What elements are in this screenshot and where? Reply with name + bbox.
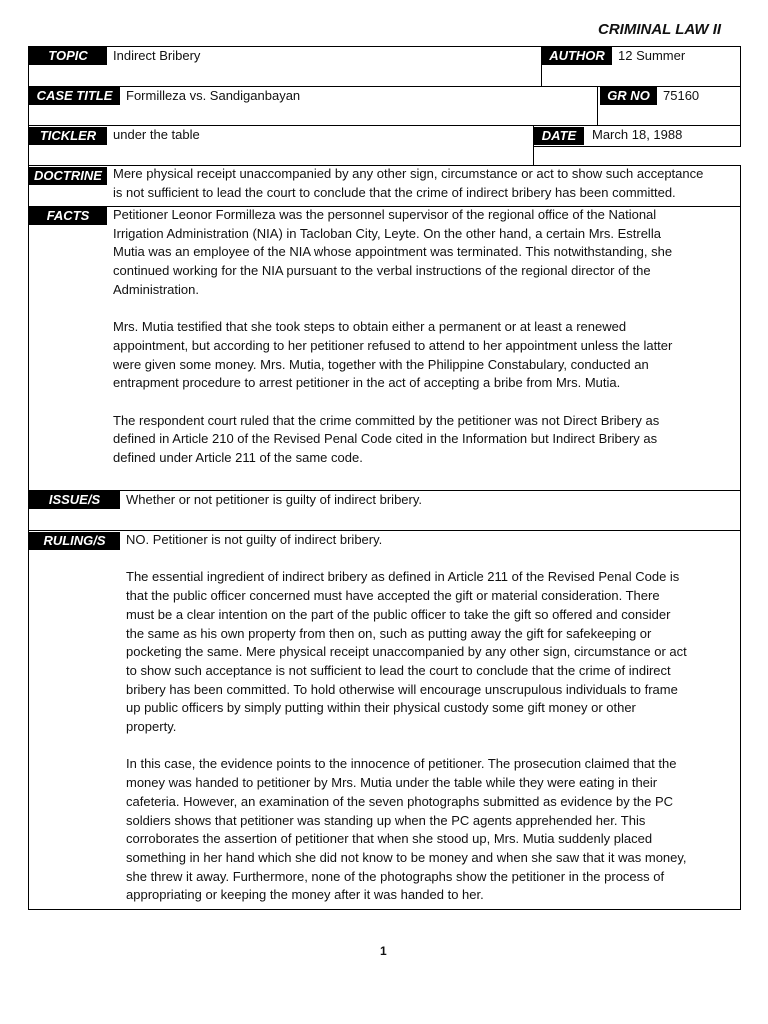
course-header: CRIMINAL LAW II <box>598 21 722 38</box>
facts-line: Petitioner Leonor Formilleza was the personnel supervisor of the regional office of the National <box>113 207 657 222</box>
doctrine-label: DOCTRINE <box>29 167 107 185</box>
doctrine-line: Mere physical receipt unaccompanied by any other sign, circumstance or act to show such acceptance <box>113 166 704 181</box>
ruling-line: property. <box>126 719 177 735</box>
facts-line: appointment, but according to her petitioner refused to attend to her appointment unless the latter <box>113 337 673 353</box>
page-number: 1 <box>380 944 387 958</box>
facts-label: FACTS <box>29 207 107 225</box>
topic-label: TOPIC <box>29 47 107 65</box>
author-value: 12 Summer <box>618 48 686 63</box>
case-title-value: Formilleza vs. Sandiganbayan <box>126 88 301 103</box>
facts-line: continued working for the NIA pursuant to the verbal instructions of the regional director of the <box>113 263 651 279</box>
facts-line: Mutia was an employee of the NIA whose appointment was terminated. This notwithstanding, she <box>113 244 673 260</box>
ruling-line: pocketing the same. Mere physical receipt unaccompanied by any other sign, circumstance or act <box>126 644 687 660</box>
ruling-text <box>126 531 687 905</box>
author-label: AUTHOR <box>542 47 612 65</box>
facts-line: entrapment procedure to arrest petitioner in the act of accepting a bribe from Mrs. Mutia. <box>113 375 621 391</box>
gr-no-value: 75160 <box>663 88 700 103</box>
ruling-line: must be a clear intention on the part of the public officer to take the gift so offered and consider <box>126 606 671 622</box>
ruling-line: money was handed to petitioner by Mrs. Mutia under the table while they were eating in their <box>126 775 658 791</box>
date-label: DATE <box>534 127 584 145</box>
ruling-line: bribery has been committed. To hold otherwise will encourage unscrupulous individuals to frame <box>126 681 678 697</box>
facts-text <box>113 206 672 468</box>
facts-line: Administration. <box>113 281 199 297</box>
facts-line: Irrigation Administration (NIA) in Tacloban City, Leyte. On the other hand, a certain Mrs. Estrella <box>113 225 661 241</box>
ruling-line: The essential ingredient of indirect bribery as defined in Article 211 of the Revised Penal Code is <box>126 569 680 585</box>
facts-line: The respondent court ruled that the crime committed by the petitioner was not Direct Bribery as <box>113 412 660 428</box>
date-value: March 18, 1988 <box>592 127 683 142</box>
ruling-line: appropriating or keeping the money after it was handed to her. <box>126 887 484 903</box>
ruling-line: that the public officer concerned must have accepted the gift or material consideration. There <box>126 588 660 604</box>
ruling-line: to show such acceptance is not sufficient to lead the court to conclude that the crime of indirect <box>126 662 671 678</box>
ruling-line: corroborates the assertion of petitioner that when she stood up, Mrs. Mutia suddenly placed <box>126 831 653 847</box>
ruling-answer: NO. Petitioner is not guilty of indirect bribery. <box>126 532 383 547</box>
doctrine-text <box>113 165 703 202</box>
facts-line: were given some money. Mrs. Mutia, together with the Philippine Constabulary, conducted an <box>113 356 649 372</box>
gr-no-label: GR NO <box>600 87 657 105</box>
issue-label: ISSUE/S <box>29 491 120 509</box>
ruling-label: RULING/S <box>29 532 120 550</box>
facts-line: defined in Article 210 of the Revised Penal Code cited in the Information but Indirect Bribery as <box>113 431 658 447</box>
case-title-label: CASE TITLE <box>29 87 120 105</box>
ruling-line: soldiers shows that petitioner was standing up when the PC agents apprehended her. This <box>126 812 646 828</box>
ruling-line: the same as his own property from then on, such as putting away the gift for safekeeping or <box>126 625 652 641</box>
tickler-label: TICKLER <box>29 127 107 145</box>
ruling-line: In this case, the evidence points to the innocence of petitioner. The prosecution claimed that the <box>126 756 677 772</box>
doctrine-line: is not sufficient to lead the court to conclude that the crime of indirect bribery has been committed. <box>113 184 676 200</box>
ruling-line: she threw it away. Furthermore, none of the photographs show the petitioner in the process of <box>126 868 665 884</box>
ruling-line: something in her hand which she did not know to be money and when she saw that it was money, <box>126 849 687 865</box>
facts-line: defined under Article 211 of the same code. <box>113 450 363 466</box>
ruling-line: up public officers by simply putting within their physical custody some gift money or other <box>126 700 636 716</box>
topic-value: Indirect Bribery <box>113 48 201 63</box>
issue-text: Whether or not petitioner is guilty of indirect bribery. <box>126 492 423 507</box>
tickler-value: under the table <box>113 127 200 142</box>
facts-line: Mrs. Mutia testified that she took steps to obtain either a permanent or at least a renewed <box>113 319 627 335</box>
ruling-line: cafeteria. However, an examination of the seven photographs submitted as evidence by the PC <box>126 793 674 809</box>
